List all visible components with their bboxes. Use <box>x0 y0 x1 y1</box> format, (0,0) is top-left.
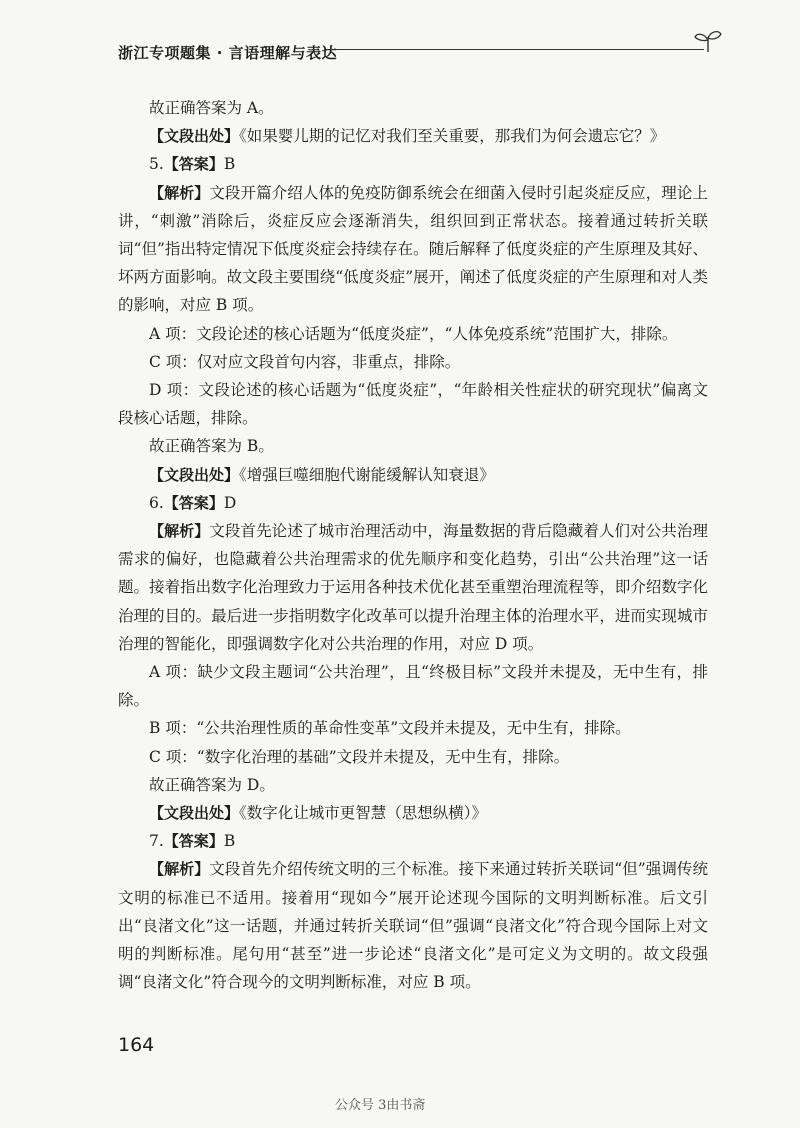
paragraph-text: D <box>223 493 237 512</box>
paragraph <box>118 771 708 799</box>
paragraph-text: 5. <box>149 155 164 174</box>
paragraph-text: 文段首先介绍传统文明的三个标准。接下来通过转折关联词“但”强调传统文明的标准已不适用。接着用“现如今”展开论述现今国际的文明判断标准。后文引出“良渚文化”这一话题，并通过转折关联词“但”强调“良渚文化”符合现今国际上对文明的判断标准。尾句用“甚至”进一步论述“良渚文化”是可定义为文明的。故文段强调“良渚文化”符合现今的文明判断标准，对应 B 项。 <box>118 860 708 992</box>
paragraph-text: C 项：“数字化治理的基础”文段并未提及，无中生有，排除。 <box>149 747 570 766</box>
paragraph-text: D 项：文段论述的核心话题为“低度炎症”，“年龄相关性症状的研究现状”偏离文段核心话题，排除。 <box>118 381 708 428</box>
section-label: 【文段出处】 <box>149 465 240 484</box>
watermark: 公众号 3由书斋 <box>335 1098 426 1113</box>
section-label: 【解析】 <box>149 522 210 541</box>
section-label: 【文段出处】 <box>149 127 240 146</box>
paragraph-text: B 项：“公共治理性质的革命性变革”文段并未提及，无中生有，排除。 <box>149 719 631 738</box>
paragraph <box>118 432 708 460</box>
paragraph-text: 故正确答案为 A。 <box>149 99 274 117</box>
paragraph-text: 《如果婴儿期的记忆对我们至关重要，那我们为何会遗忘它？》 <box>239 127 666 146</box>
answer-explanations <box>118 94 708 997</box>
paragraph-text: A 项：缺少文段主题词“公共治理”，且“终极目标”文段并未提及，无中生有，排除。 <box>118 663 708 710</box>
paragraph <box>118 348 708 376</box>
paragraph-text: 故正确答案为 D。 <box>149 775 275 794</box>
paragraph <box>118 94 708 122</box>
paragraph <box>118 714 708 742</box>
paragraph <box>118 461 708 489</box>
paragraph <box>118 743 708 771</box>
paragraph <box>118 517 708 658</box>
paragraph-text: 故正确答案为 B。 <box>149 437 274 456</box>
paragraph-text: B <box>223 155 236 174</box>
paragraph <box>118 122 708 150</box>
section-label: 【答案】 <box>163 155 224 174</box>
paragraph-text: 7. <box>149 832 164 851</box>
paragraph <box>118 855 708 996</box>
paragraph <box>118 376 708 432</box>
paragraph-text: 文段首先论述了城市治理活动中，海量数据的背后隐藏着人们对公共治理需求的偏好，也隐藏着公共治理需求的优先顺序和变化趋势，引出“公共治理”这一话题。接着指出数字化治理致力于运用各种技术优化甚至重塑治理流程等，即介绍数字化治理的目的。最后进一步指明数字化改革可以提升治理主体的治理水平，进而实现城市治理的智能化，即强调数字化对公共治理的作用，对应 D 项。 <box>118 522 708 653</box>
page-number: 164 <box>118 1034 155 1056</box>
section-label: 【答案】 <box>163 832 224 851</box>
header-title: 浙江专项题集 · 言语理解与表达 <box>118 44 338 62</box>
paragraph <box>118 179 708 320</box>
section-label: 【解析】 <box>149 860 210 879</box>
paragraph <box>118 320 708 348</box>
paragraph <box>118 658 708 714</box>
paragraph-text: 《数字化让城市更智慧（思想纵横）》 <box>239 804 488 823</box>
running-header <box>118 28 718 68</box>
section-label: 【文段出处】 <box>149 804 240 823</box>
paragraph-text: 《增强巨噬细胞代谢能缓解认知衰退》 <box>239 465 495 484</box>
header-rule <box>324 49 704 50</box>
paragraph-text: B <box>223 832 236 851</box>
paragraph-text: A 项：文段论述的核心话题为“低度炎症”，“人体免疫系统”范围扩大，排除。 <box>149 324 678 343</box>
paragraph-text: 6. <box>149 493 164 512</box>
paragraph-text: 文段开篇介绍人体的免疫防御系统会在细菌入侵时引起炎症反应，理论上讲，“刺激”消除后，炎症反应会逐渐消失，组织回到正常状态。接着通过转折关联词“但”指出特定情况下低度炎症会持续存在。随后解释了低度炎症的产生原理及其好、坏两方面影响。故文段主要围绕“低度炎症”展开，阐述了低度炎症的产生原理和对人类的影响，对应 B 项。 <box>118 183 708 315</box>
paragraph-text: C 项：仅对应文段首句内容，非重点，排除。 <box>149 352 461 371</box>
paragraph <box>118 799 708 827</box>
section-label: 【解析】 <box>149 183 210 202</box>
sprout-icon <box>693 28 723 54</box>
paragraph <box>118 827 708 855</box>
paragraph <box>118 150 708 178</box>
section-label: 【答案】 <box>163 493 224 512</box>
paragraph <box>118 489 708 517</box>
